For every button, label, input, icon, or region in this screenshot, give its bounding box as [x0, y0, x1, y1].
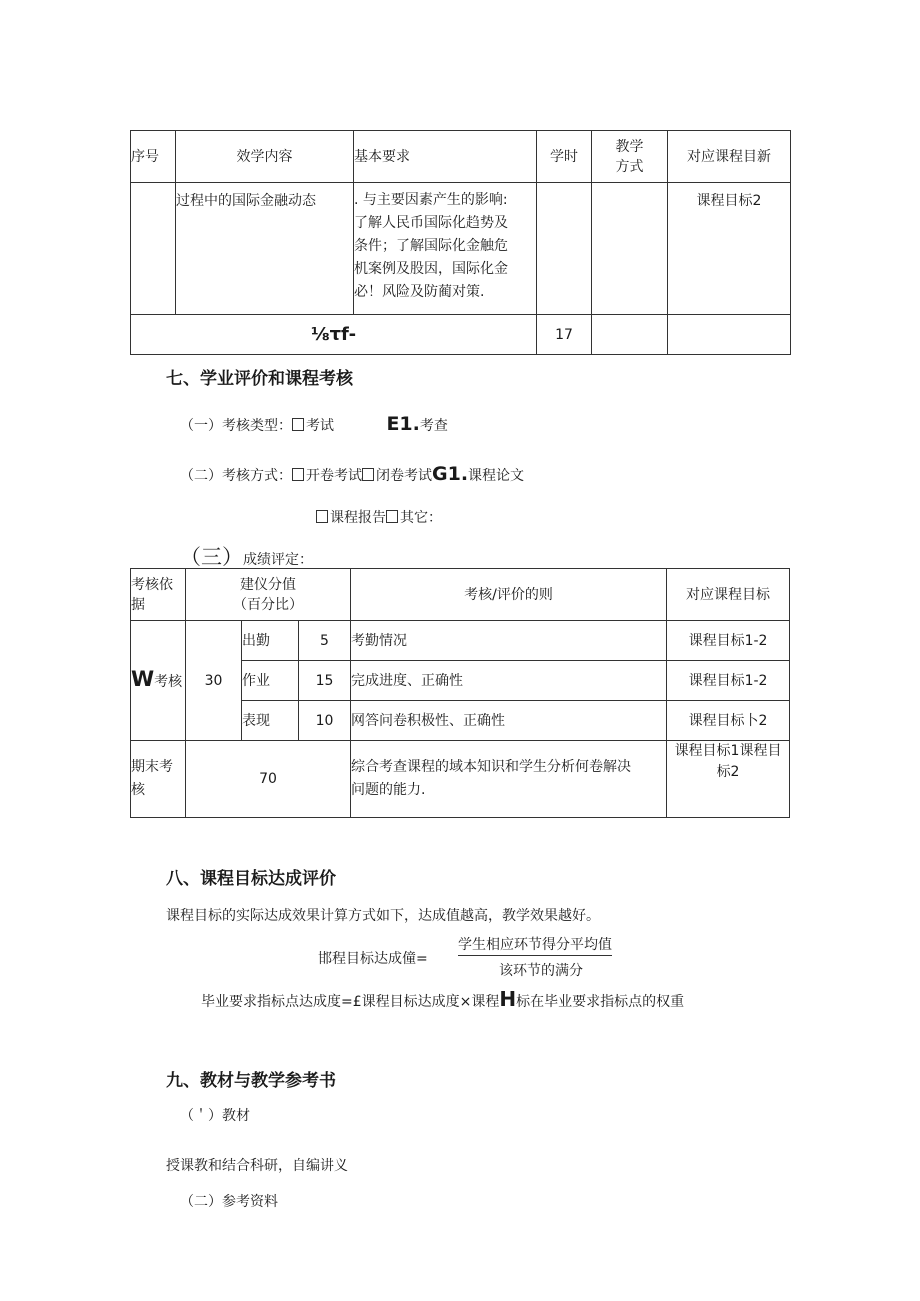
- item-attendance: 出勤: [242, 621, 299, 661]
- target-attendance: 课程目标1-2: [667, 621, 790, 661]
- section8-intro: 课程目标的实际达成效果计算方式如下，达成值越高，教学效果越好。: [166, 908, 600, 924]
- formula2-part-b: 标在毕业要求指标点的权重: [516, 994, 685, 1010]
- option-code-e1: E1.: [386, 413, 420, 435]
- checkbox-icon: [386, 510, 398, 523]
- target-performance: 课程目标卜2: [667, 701, 790, 741]
- assessment-type-line: [180, 413, 448, 435]
- final-rule: 综合考查课程的域本知识和学生分析何卷解决 问题的能力.: [351, 741, 667, 818]
- header-target: 对应课程目标: [667, 569, 790, 621]
- header-method: 教学 方式: [592, 131, 668, 183]
- textbook-text: 授课教和结合科研，自编讲义: [166, 1158, 348, 1174]
- total-label: ⅛τf-: [131, 315, 537, 355]
- formula-numerator: 学生相应环节得分平均值: [458, 934, 612, 956]
- section8-title: 八、课程目标达成评价: [166, 869, 336, 889]
- formula2-h: H: [499, 987, 517, 1011]
- item-homework: 作业: [242, 661, 299, 701]
- checkbox-icon: [316, 510, 328, 523]
- grading-line: [180, 541, 313, 571]
- checkbox-icon: [362, 468, 374, 481]
- final-score: 70: [186, 741, 351, 818]
- formula2-part-a: 毕业要求指标点达成度=£课程目标达成度×课程: [201, 994, 500, 1010]
- row-requirements: . 与主要因素产生的影响: 了解人民币国际化趋势及 条件；了解国际化金触危 机案例及股因，国际化金 必！风险及防蔺对策.: [354, 183, 537, 315]
- row-content: 过程中的国际金融动态: [176, 183, 354, 315]
- section9-title: 九、教材与教学参考书: [166, 1071, 336, 1091]
- reference-subtitle: （二）参考资料: [180, 1194, 278, 1210]
- header-content: 效学内容: [176, 131, 354, 183]
- row-seq: [131, 183, 176, 315]
- row-method: [592, 183, 668, 315]
- option-paper: 课程论文: [468, 468, 525, 484]
- formula-denominator: 该环节的满分: [499, 963, 583, 979]
- total-target: [668, 315, 791, 355]
- row-target: 课程目标2: [668, 183, 791, 315]
- rule-performance: 网答问卷积极性、正确性: [351, 701, 667, 741]
- target-homework: 课程目标1-2: [667, 661, 790, 701]
- header-target: 对应课程目新: [668, 131, 791, 183]
- grading-label: 成绩评定：: [243, 552, 313, 568]
- header-hours: 学时: [537, 131, 592, 183]
- option-open-book: 开卷考试: [306, 468, 362, 484]
- checkbox-icon: [292, 418, 304, 431]
- assessment-method-line2: [316, 507, 442, 527]
- option-closed-book: 闭卷考试: [376, 468, 432, 484]
- option-report: 课程报告: [330, 510, 386, 526]
- course-content-table: [130, 130, 791, 355]
- section7-title: 七、学业评价和课程考核: [166, 369, 353, 389]
- assessment-method-prefix: （二）考核方式：: [180, 468, 292, 484]
- option-code-g1: G1.: [432, 463, 469, 485]
- checkbox-icon: [292, 468, 304, 481]
- formula2: [201, 987, 684, 1011]
- final-label: 期末考 核: [131, 741, 186, 818]
- score-attendance: 5: [299, 621, 351, 661]
- assessment-method-line: [180, 463, 524, 485]
- final-target: 课程目标1课程目 标2: [667, 741, 790, 818]
- score-performance: 10: [299, 701, 351, 741]
- option-exam: 考试: [306, 418, 334, 434]
- formula-left: 邯程目标达成僮=: [318, 951, 428, 967]
- rule-homework: 完成进度、正确性: [351, 661, 667, 701]
- usual-total: 30: [186, 621, 242, 741]
- header-rule: 考核/评价的则: [351, 569, 667, 621]
- row-hours: [537, 183, 592, 315]
- header-requirements: 基本要求: [354, 131, 537, 183]
- total-hours: 17: [537, 315, 592, 355]
- grading-table: [130, 568, 790, 818]
- grading-number: （三）: [180, 545, 243, 569]
- total-method: [592, 315, 668, 355]
- item-performance: 表现: [242, 701, 299, 741]
- assessment-type-prefix: （一）考核类型：: [180, 418, 292, 434]
- textbook-subtitle: （＇）教材: [180, 1108, 250, 1124]
- header-basis: 考核依 据: [131, 569, 186, 621]
- usual-assessment-label: W考核: [131, 621, 186, 741]
- option-other: 其它：: [400, 510, 442, 526]
- rule-attendance: 考勤情况: [351, 621, 667, 661]
- option-check: 考查: [419, 418, 448, 434]
- header-weight: 建仪分值 （百分比）: [186, 569, 351, 621]
- header-seq: 序号: [131, 131, 176, 183]
- score-homework: 15: [299, 661, 351, 701]
